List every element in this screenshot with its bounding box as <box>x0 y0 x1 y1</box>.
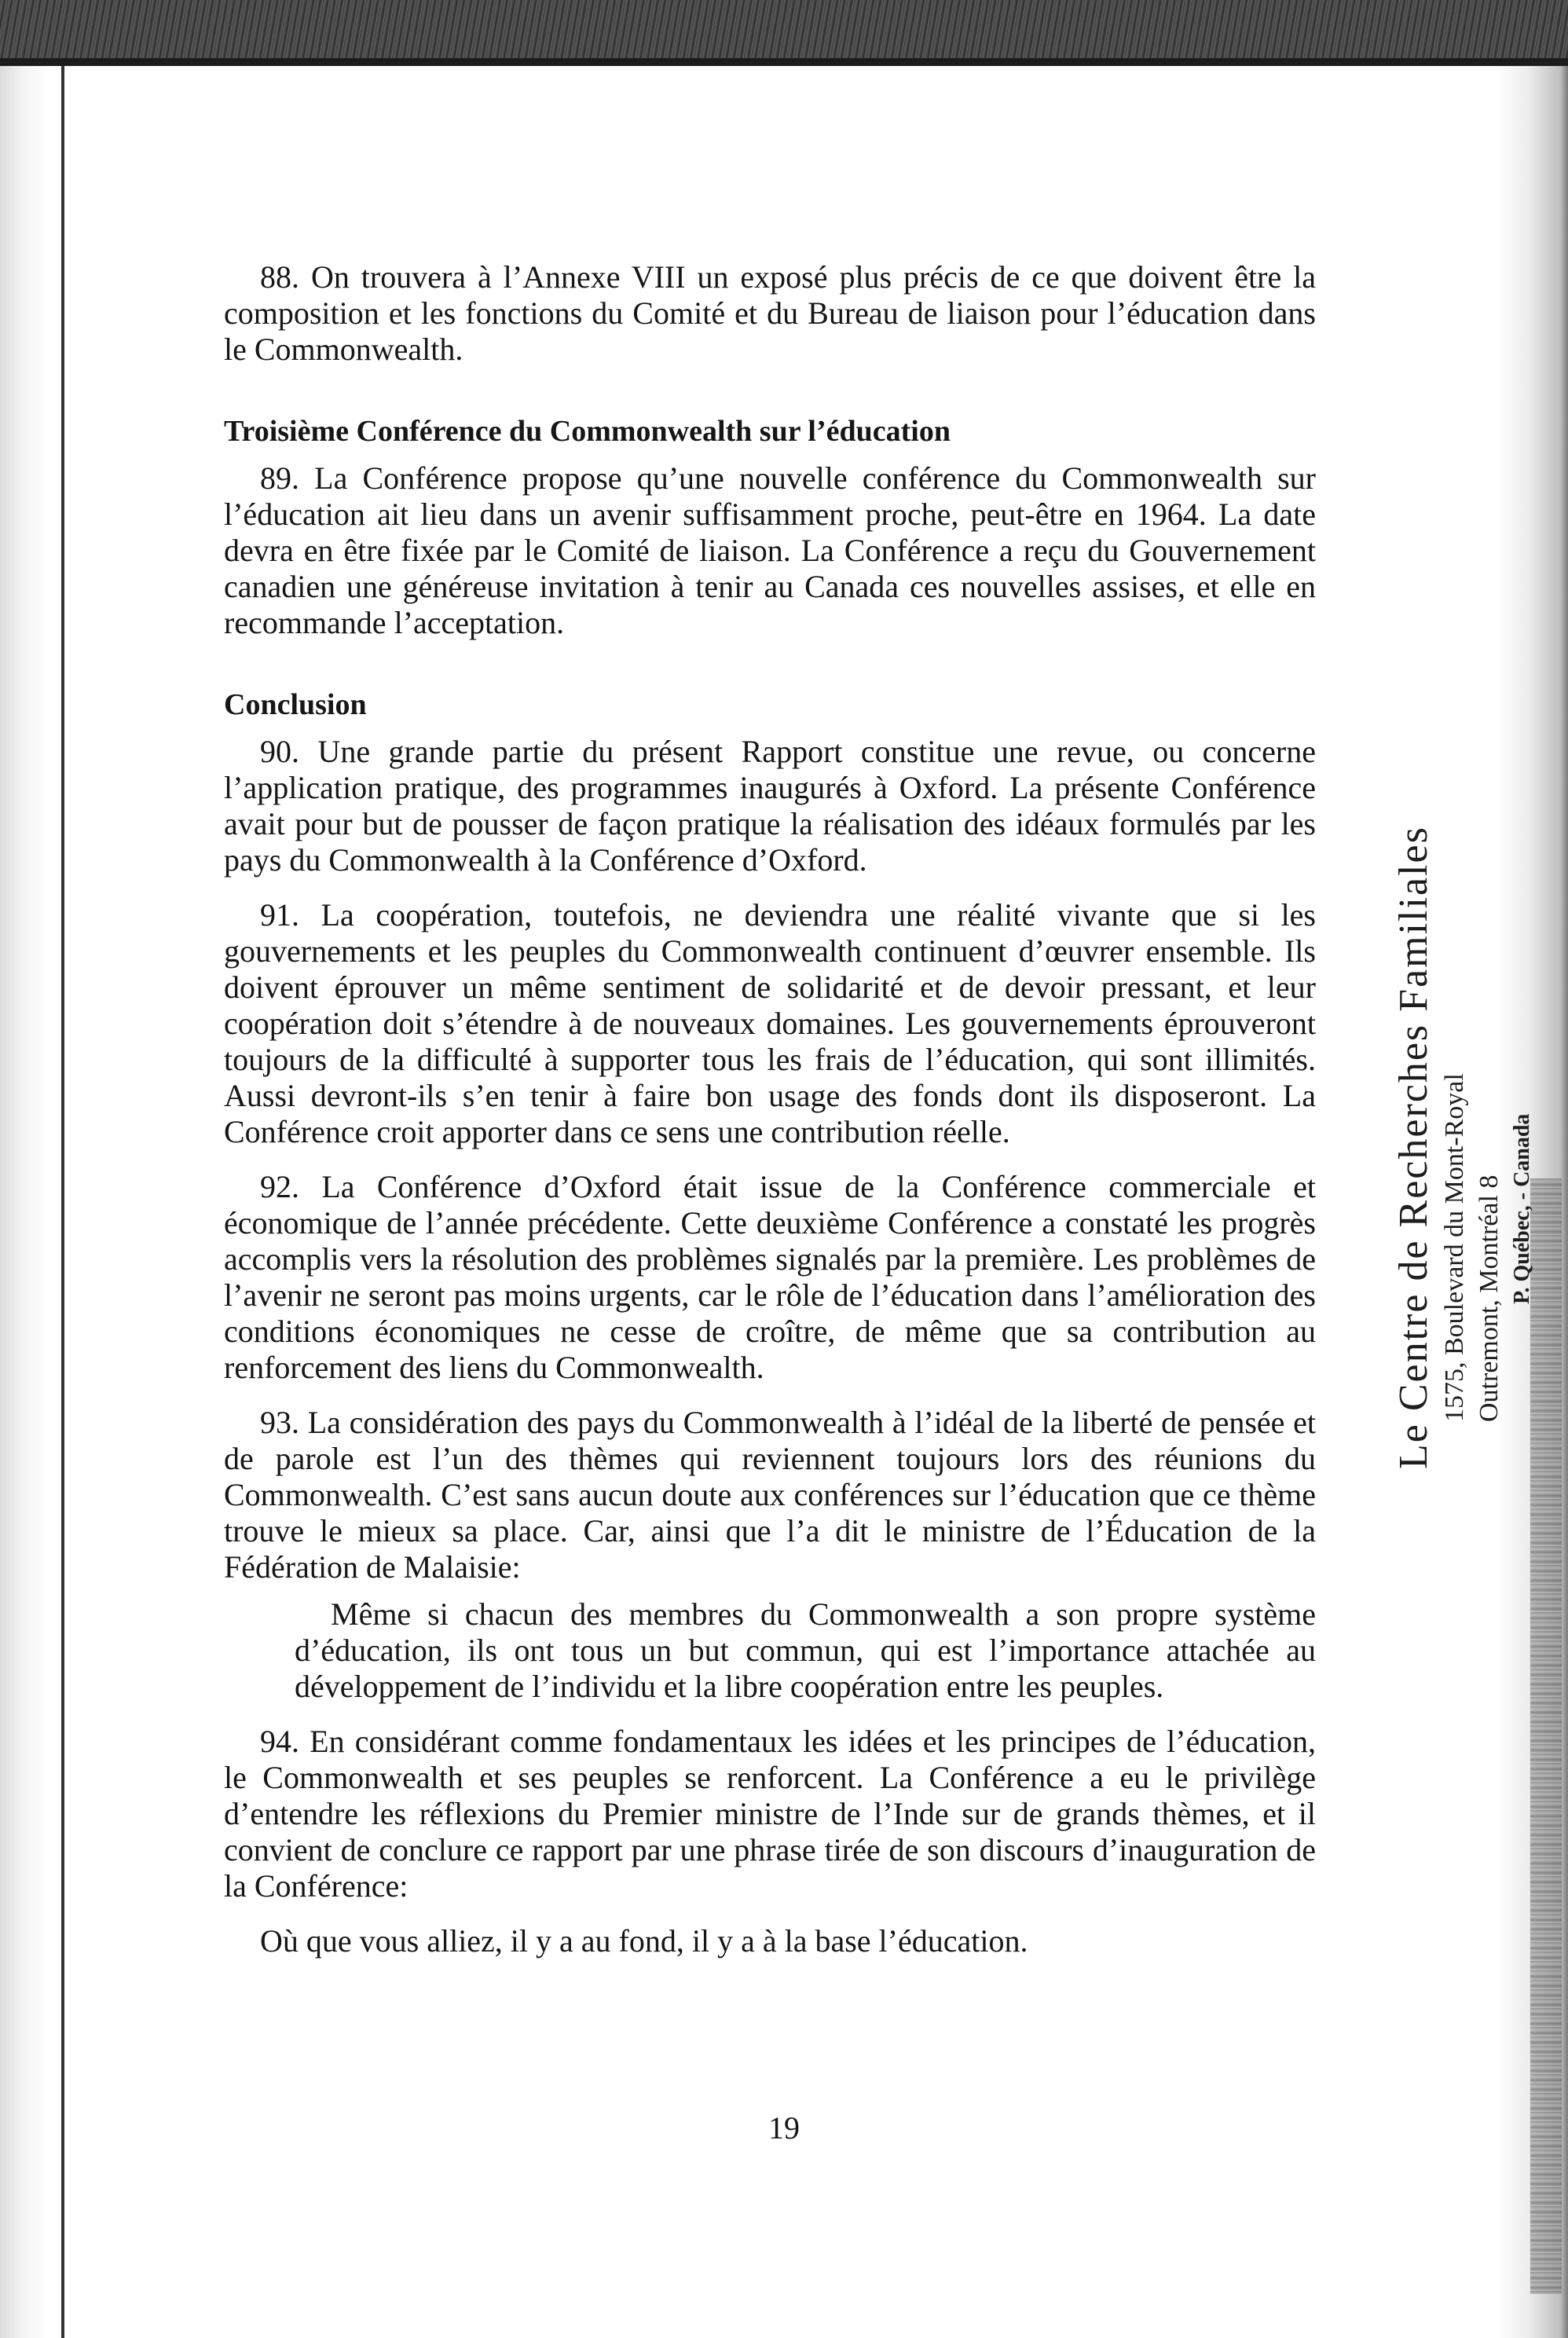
section-heading-third-conference: Troisième Conférence du Commonwealth sur l’éducation <box>224 415 951 448</box>
scan-left-edge <box>61 66 64 2338</box>
stamp-institution: Le Centre de Recherches Familiales <box>1391 826 1436 1469</box>
paragraph-91: 91. La coopération, toutefois, ne deviendra une réalité vivante que si les gouvernements et les peuples du Commonwealth continuent d’œuvrer ensemble. Ils doivent éprouver un même sentiment de solidarité et de devoir pressant, et leur coopération doit s’étendre à de nouveaux domaines. Les gouvernements éprouveront toujours de la difficulté à supporter tous les frais de l’éducation, qui sont illimités. Aussi devront-ils s’en tenir à faire bon usage des fonds dont ils disposeront. La Conférence croit apporter dans ce sens une contribution réelle. <box>224 897 1316 1149</box>
paragraph-88: 88. On trouvera à l’Annexe VIII un exposé plus précis de ce que doivent être la composition et les fonctions du Comité et du Bureau de liaison pour l’éducation dans le Commonwealth. <box>224 259 1316 367</box>
block-quote-malaisie: Même si chacun des membres du Commonwealth a son propre système d’éducation, ils ont tous un but commun, qui est l’importance attachée au développement de l’individu et la libre coopération entre les peuples. <box>295 1596 1316 1704</box>
closing-quote: Où que vous alliez, il y a au fond, il y a à la base l’éducation. <box>260 1923 1028 1959</box>
paragraph-93: 93. La considération des pays du Commonwealth à l’idéal de la liberté de pensée et de parole est l’un des thèmes qui reviennent toujours lors des réunions du Commonwealth. C’est sans aucun doute aux conférences sur l’éducation que ce thème trouve le mieux sa place. Car, ainsi que l’a dit le ministre de l’Éducation de la Fédération de Malaisie: <box>224 1405 1316 1585</box>
section-heading-conclusion: Conclusion <box>224 688 367 721</box>
library-stamp <box>1390 826 1568 1469</box>
paragraph-94: 94. En considérant comme fondamentaux les idées et les principes de l’éducation, le Commonwealth et ses peuples se renforcent. La Conférence a eu le privilège d’entendre les réflexions du Premier ministre de l’Inde sur de grands thèmes, et il convient de conclure ce rapport par une phrase tirée de son discours d’inauguration de la Conférence: <box>224 1724 1316 1904</box>
scan-left-margin <box>0 66 61 2338</box>
stamp-address: 1575, Boulevard du Mont-Royal <box>1440 1073 1469 1422</box>
stamp-city: Outremont, Montréal 8 <box>1475 1174 1504 1422</box>
scan-top-band <box>0 0 1568 66</box>
paragraph-90: 90. Une grande partie du présent Rapport constitue une revue, ou concerne l’application pratique, des programmes inaugurés à Oxford. La présente Conférence avait pour but de pousser de façon pratique la réalisation des idéaux formulés par les pays du Commonwealth à la Conférence d’Oxford. <box>224 734 1316 878</box>
page-body <box>224 259 1316 1959</box>
paragraph-92: 92. La Conférence d’Oxford était issue de la Conférence commerciale et économique de l’année précédente. Cette deuxième Conférence a constaté les progrès accomplis vers la résolution des problèmes signalés par la première. Les problèmes de l’avenir ne seront pas moins urgents, car le rôle de l’éducation dans l’amélioration des conditions économiques ne cesse de croître, de même que sa contribution au renforcement des liens du Commonwealth. <box>224 1169 1316 1385</box>
stamp-province: P. Québec, - Canada <box>1510 1113 1534 1304</box>
page-number: 19 <box>768 2110 800 2146</box>
paragraph-89: 89. La Conférence propose qu’une nouvelle conférence du Commonwealth sur l’éducation ait lieu dans un avenir suffisamment proche, peut-être en 1964. La date devra en être fixée par le Comité de liaison. La Conférence a reçu du Gouvernement canadien une généreuse invitation à tenir au Canada ces nouvelles assises, et elle en recommande l’acceptation. <box>224 460 1316 640</box>
